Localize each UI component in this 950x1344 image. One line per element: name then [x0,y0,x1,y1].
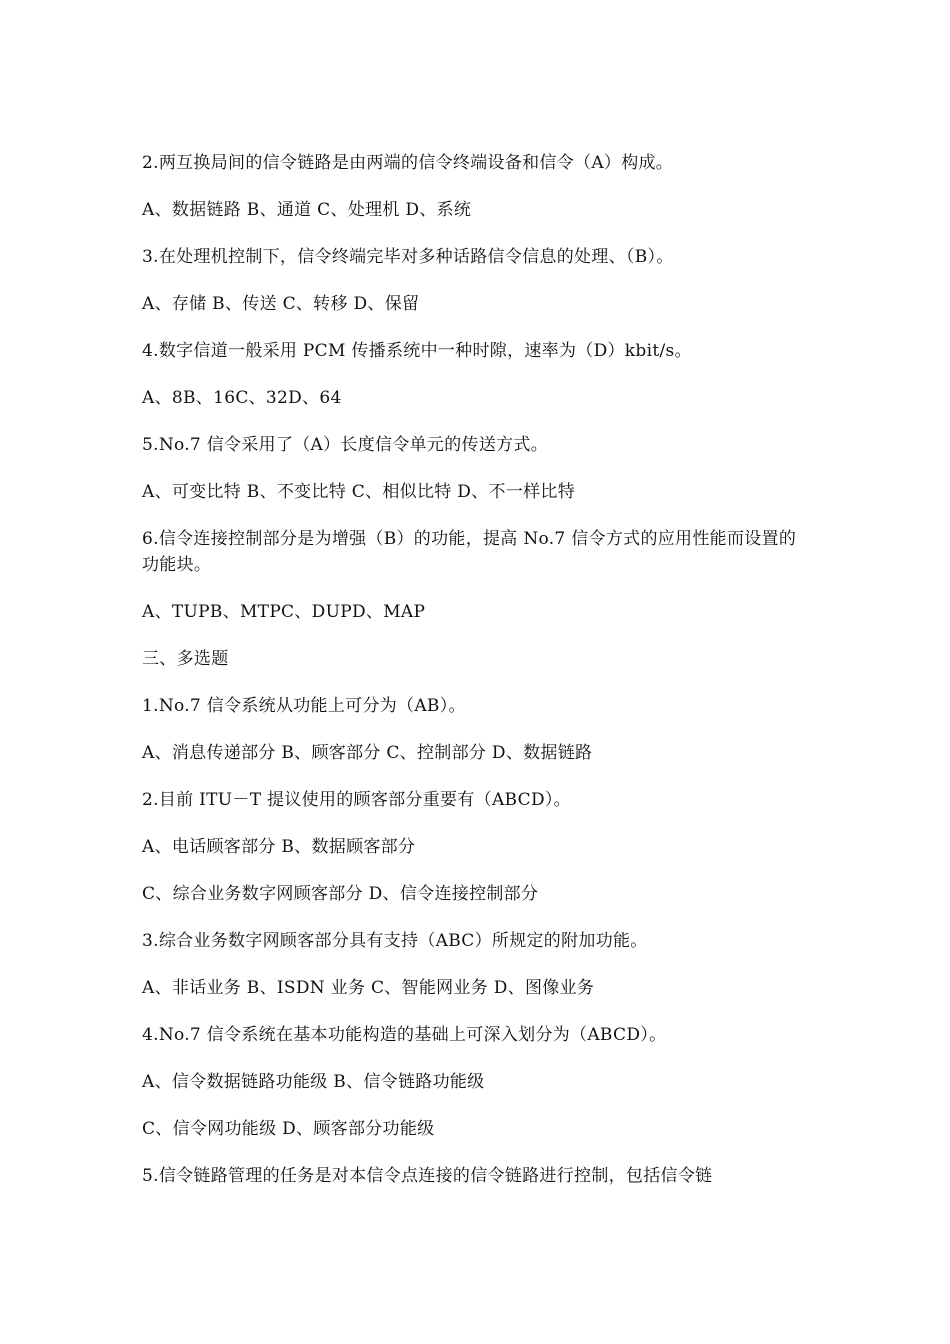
question-6-options: A、TUPB、MTPC、DUPD、MAP [142,602,426,622]
multi-question-4-options-ab: A、信令数据链路功能级 B、信令链路功能级 [142,1072,485,1092]
multi-question-2-options-cd: C、综合业务数字网顾客部分 D、信令连接控制部分 [142,884,539,904]
question-3-stem: 3.在处理机控制下，信令终端完毕对多种话路信令信息的处理、（B）。 [142,247,674,267]
question-4-options: A、8B、16C、32D、64 [142,388,342,408]
multi-question-3-options: A、非话业务 B、ISDN 业务 C、智能网业务 D、图像业务 [142,978,595,998]
multi-question-5-stem: 5.信令链路管理的任务是对本信令点连接的信令链路进行控制，包括信令链 [142,1166,713,1186]
question-5-options: A、可变比特 B、不变比特 C、相似比特 D、不一样比特 [142,482,576,502]
question-4-stem: 4.数字信道一般采用 PCM 传播系统中一种时隙，速率为（D）kbit/s。 [142,341,692,361]
multi-question-3-stem: 3.综合业务数字网顾客部分具有支持（ABC）所规定的附加功能。 [142,931,648,951]
question-3-options: A、存储 B、传送 C、转移 D、保留 [142,294,420,314]
section-heading-multiple-choice: 三、多选题 [142,649,229,669]
question-2-options: A、数据链路 B、通道 C、处理机 D、系统 [142,200,472,220]
multi-question-4-stem: 4.No.7 信令系统在基本功能构造的基础上可深入划分为（ABCD）。 [142,1025,667,1045]
document-body [142,150,802,1210]
multi-question-1-stem: 1.No.7 信令系统从功能上可分为（AB）。 [142,696,466,716]
multi-question-2-options-ab: A、电话顾客部分 B、数据顾客部分 [142,837,416,857]
question-2-stem: 2.两互换局间的信令链路是由两端的信令终端设备和信令（A）构成。 [142,153,674,173]
multi-question-4-options-cd: C、信令网功能级 D、顾客部分功能级 [142,1119,435,1139]
question-5-stem: 5.No.7 信令采用了（A）长度信令单元的传送方式。 [142,435,549,455]
question-6-stem: 6.信令连接控制部分是为增强（B）的功能，提高 No.7 信令方式的应用性能而设置的功能块。 [142,529,797,575]
multi-question-1-options: A、消息传递部分 B、顾客部分 C、控制部分 D、数据链路 [142,743,593,763]
multi-question-2-stem: 2.目前 ITU－T 提议使用的顾客部分重要有（ABCD）。 [142,790,571,810]
